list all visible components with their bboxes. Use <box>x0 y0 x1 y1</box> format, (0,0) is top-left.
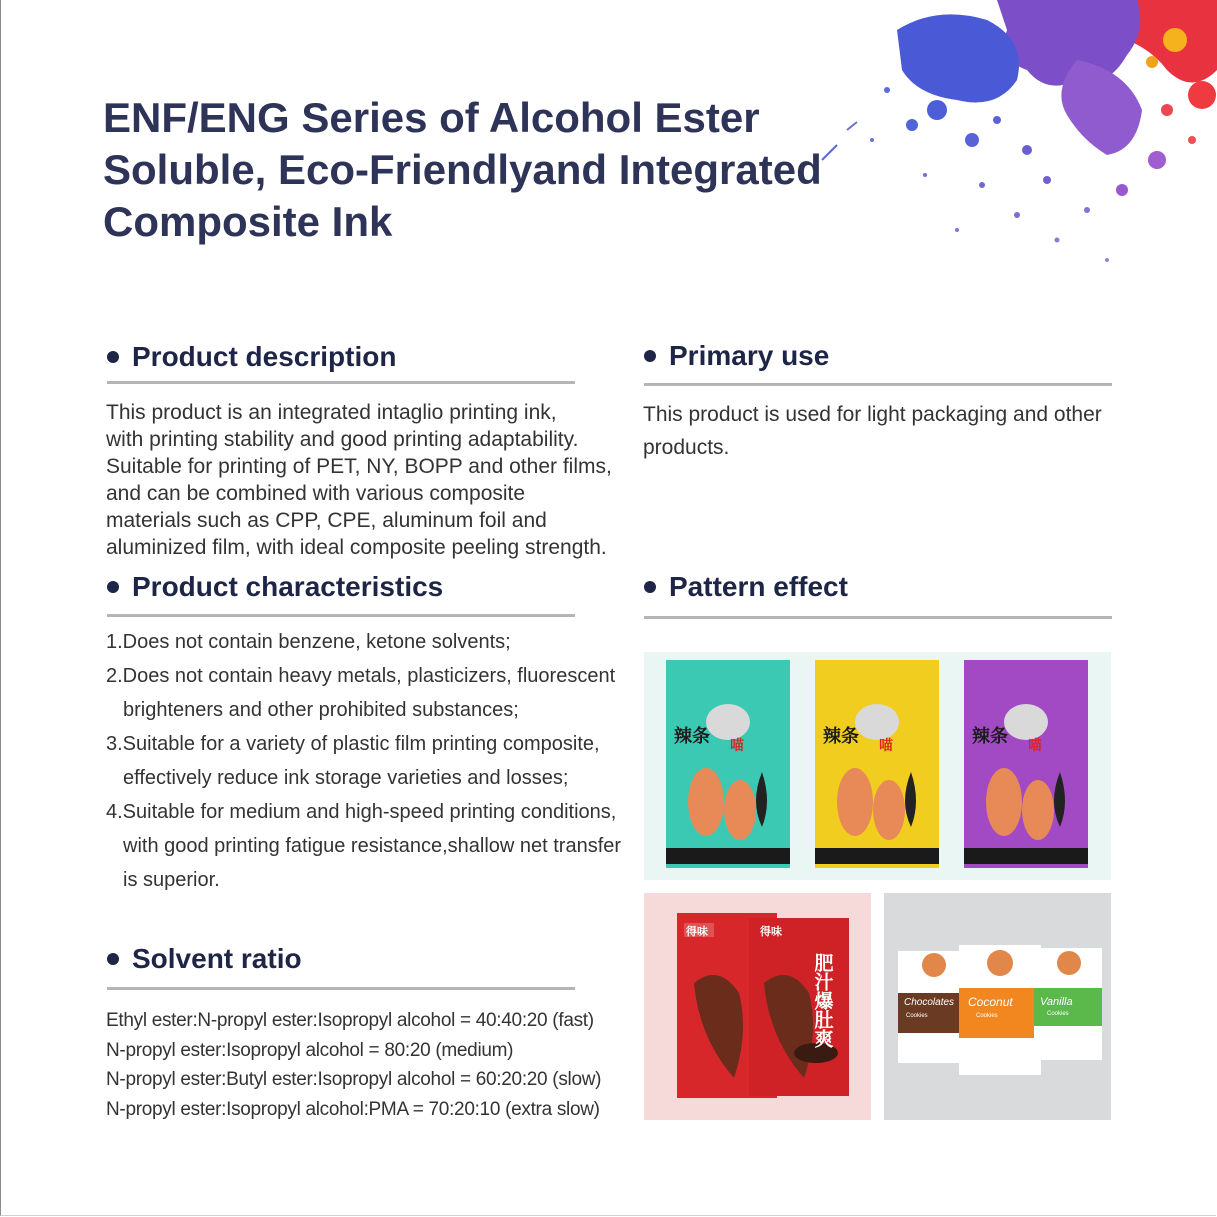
list-item <box>106 727 621 795</box>
title-line-2: Soluble, Eco-Friendlyand Integrated <box>103 146 822 193</box>
cat-bag-label: 辣条 <box>972 726 1008 746</box>
section-heading-label: Primary use <box>669 340 830 371</box>
section-divider <box>644 616 1112 619</box>
bullet-icon <box>107 351 119 363</box>
meat-bag-brand: 得味 <box>760 926 782 938</box>
list-item <box>106 659 621 727</box>
meat-bag-label: 肥汁爆肚爽 <box>811 953 833 1048</box>
bullet-icon <box>107 581 119 593</box>
cat-bag <box>666 660 790 868</box>
list-item <box>106 625 621 659</box>
section-heading-label: Product characteristics <box>132 571 444 602</box>
page-title <box>103 92 823 248</box>
cat-bag <box>815 660 939 868</box>
cookie-bags-illustration <box>884 893 1111 1120</box>
characteristics-list <box>106 625 621 897</box>
solvent-ratio-item: N-propyl ester:Isopropyl alcohol:PMA = 70:20:10 (extra slow) <box>106 1098 600 1120</box>
title-line-3: Composite Ink <box>103 198 393 245</box>
meat-bag-brand: 得味 <box>686 926 708 938</box>
text-line: aluminized film, with ideal composite peeling strength. <box>106 536 607 559</box>
cookie-label-chocolates: Chocolates <box>904 997 955 1008</box>
section-divider <box>107 614 575 617</box>
cookie-sublabel: Cookies <box>1047 1011 1069 1017</box>
list-item-continuation: effectively reduce ink storage varieties and losses; <box>123 767 569 789</box>
section-heading-label: Solvent ratio <box>132 943 302 974</box>
list-item-text: 1.Does not contain benzene, ketone solvents; <box>106 631 511 653</box>
text-line: with printing stability and good printing adaptability. <box>106 428 579 451</box>
text-line: and can be combined with various composite <box>106 482 526 505</box>
cat-bag-brand: 喵 <box>730 737 744 753</box>
cat-bag-brand: 喵 <box>1028 737 1042 753</box>
solvent-ratio-item: Ethyl ester:N-propyl ester:Isopropyl alcohol = 40:40:20 (fast) <box>106 1010 594 1031</box>
text-line: This product is an integrated intaglio printing ink, <box>106 401 557 424</box>
meat-bags-photo <box>644 893 871 1120</box>
primary-use-text <box>643 398 1102 464</box>
cookie-label-vanilla: Vanilla <box>1040 996 1073 1008</box>
bullet-icon <box>644 350 656 362</box>
meat-bags-illustration <box>644 893 871 1120</box>
cookie-bags-photo <box>884 893 1111 1120</box>
section-divider <box>644 383 1112 386</box>
solvent-ratio-item: N-propyl ester:Butyl ester:Isopropyl alcohol = 60:20:20 (slow) <box>106 1069 602 1090</box>
cookie-sublabel: Cookies <box>906 1013 928 1019</box>
cookie-sublabel: Cookies <box>976 1013 998 1019</box>
solvent-ratio-list <box>106 1006 601 1124</box>
section-heading-label: Pattern effect <box>669 571 848 602</box>
cookie-label-coconut: Coconut <box>968 995 1013 1009</box>
text-line: Suitable for printing of PET, NY, BOPP and other films, <box>106 455 612 478</box>
list-item-continuation: with good printing fatigue resistance,shallow net transfer <box>123 835 622 857</box>
bullet-icon <box>644 581 656 593</box>
list-item-text: 4.Suitable for medium and high-speed printing conditions, <box>106 801 617 823</box>
list-item-text: 3.Suitable for a variety of plastic film printing composite, <box>106 733 600 755</box>
section-heading-label: Product description <box>132 341 397 372</box>
cat-bag-label: 辣条 <box>823 726 859 746</box>
list-item-continuation: is superior. <box>123 869 220 891</box>
section-divider <box>107 381 575 384</box>
list-item <box>106 795 621 897</box>
section-divider <box>107 987 575 990</box>
list-item-text: 2.Does not contain heavy metals, plasticizers, fluorescent <box>106 665 616 687</box>
product-description-text <box>106 399 612 561</box>
solvent-ratio-item: N-propyl ester:Isopropyl alcohol = 80:20 (medium) <box>106 1039 514 1061</box>
splash-red <box>1127 0 1217 144</box>
list-item-continuation: brighteners and other prohibited substances; <box>123 699 519 721</box>
title-line-1: ENF/ENG Series of Alcohol Ester <box>103 94 760 141</box>
cat-bags-photo <box>644 652 1111 880</box>
text-line: materials such as CPP, CPE, aluminum foil and <box>106 509 547 532</box>
text-line: products. <box>643 436 730 459</box>
text-line: This product is used for light packaging and other <box>643 403 1102 426</box>
cat-bag-brand: 喵 <box>879 737 893 753</box>
bullet-icon <box>107 953 119 965</box>
cat-bag <box>964 660 1088 868</box>
cat-bags-illustration <box>644 652 1111 880</box>
cat-bag-label: 辣条 <box>674 726 710 746</box>
